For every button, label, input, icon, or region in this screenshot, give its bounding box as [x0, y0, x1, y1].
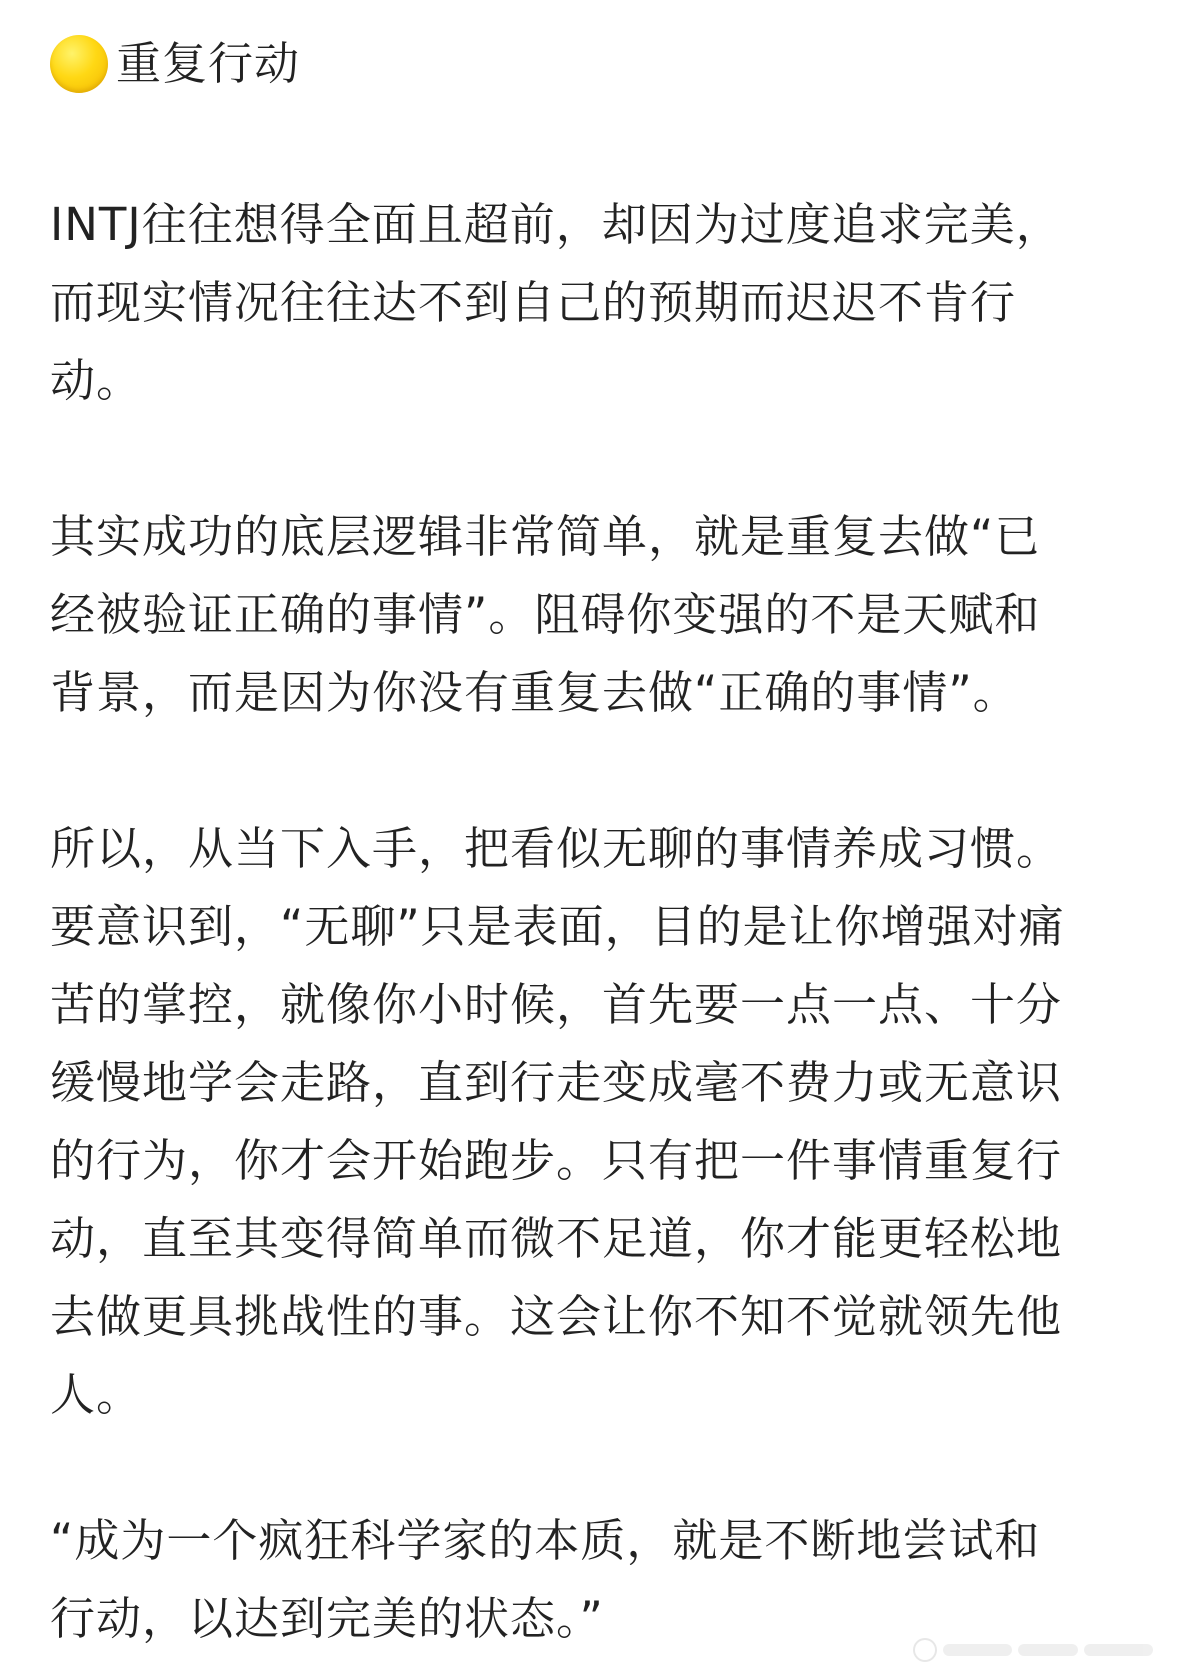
- heading-title: 重复行动: [116, 37, 301, 90]
- paragraph-spacer: [50, 732, 1140, 810]
- paragraph-spacer: [50, 1434, 1140, 1502]
- text-line: 苦的掌控，就像你小时候，首先要一点一点、十分: [50, 978, 1063, 1031]
- paragraph-2: [50, 498, 1140, 732]
- watermark-bar: [1084, 1644, 1153, 1656]
- text-line: 行动，以达到完美的状态。”: [50, 1592, 604, 1645]
- paragraph-1: [50, 186, 1140, 420]
- paragraph-4-quote: [50, 1502, 1140, 1658]
- paragraph-3: [50, 810, 1140, 1434]
- text-line: 经被验证正确的事情”。阻碍你变强的不是天赋和: [50, 588, 1041, 641]
- section-heading: [50, 32, 300, 96]
- text-line: 缓慢地学会走路，直到行走变成毫不费力或无意识: [50, 1056, 1063, 1109]
- text-line: 动，直至其变得简单而微不足道，你才能更轻松地: [50, 1212, 1063, 1265]
- watermark-logo: [913, 1638, 1153, 1662]
- text-line: 的行为，你才会开始跑步。只有把一件事情重复行: [50, 1134, 1063, 1187]
- watermark-bar: [943, 1644, 1012, 1656]
- watermark-circle-icon: [913, 1638, 937, 1662]
- text-line: 动。: [50, 354, 143, 407]
- watermark-bar: [1018, 1644, 1077, 1656]
- text-line: 所以，从当下入手，把看似无聊的事情养成习惯。: [50, 822, 1063, 875]
- text-line: 要意识到，“无聊”只是表面，目的是让你增强对痛: [50, 900, 1065, 953]
- paragraph-spacer: [50, 420, 1140, 498]
- yellow-circle-icon: [50, 35, 108, 93]
- text-line: “成为一个疯狂科学家的本质，就是不断地尝试和: [50, 1514, 1041, 1567]
- text-line: 而现实情况往往达不到自己的预期而迟迟不肯行: [50, 276, 1017, 329]
- text-line: 其实成功的底层逻辑非常简单，就是重复去做“已: [50, 510, 1041, 563]
- text-line: 去做更具挑战性的事。这会让你不知不觉就领先他: [50, 1290, 1063, 1343]
- text-line: INTJ往往想得全面且超前，却因为过度追求完美，: [50, 198, 1062, 251]
- article-body: [50, 186, 1140, 1658]
- text-line: 背景，而是因为你没有重复去做“正确的事情”。: [50, 666, 1019, 719]
- text-line: 人。: [50, 1368, 143, 1421]
